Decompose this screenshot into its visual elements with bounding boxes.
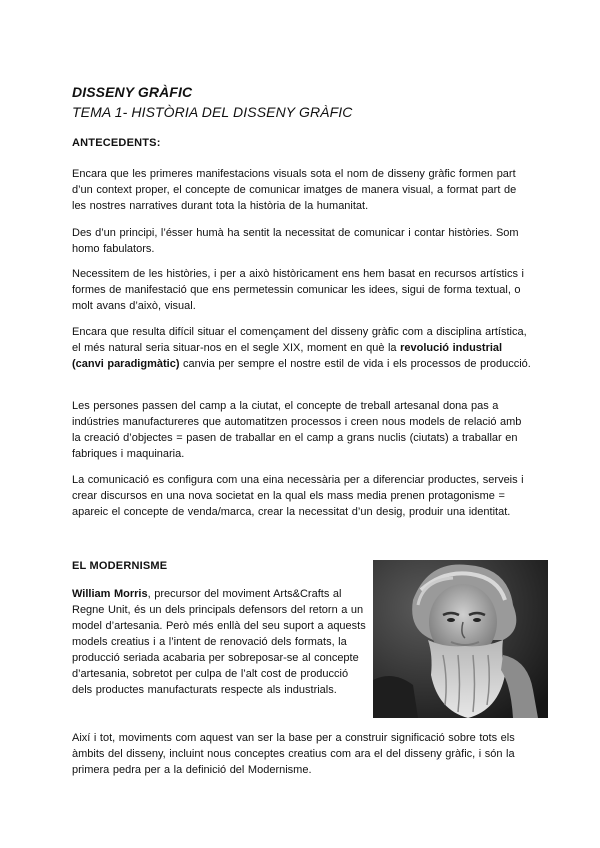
paragraph: La comunicació es configura com una eina necessària per a diferenciar productes, serveis i crear discursos en una nova societat en la qual els mass media prenen protagonisme = apareic el concepte de venda/marca, crear la necessitat d’un desig, produir una identitat. (72, 474, 524, 518)
paragraph (72, 324, 532, 372)
paragraph-text: Encara que resulta difícil situar el començament del disseny gràfic com a disciplina artística, el més natural seria situar-nos en el segle XIX, moment en què la (72, 326, 527, 354)
paragraph-text: canvia per sempre el nostre estil de vida i els processos de producció. (179, 358, 531, 370)
section-heading-modernisme: EL MODERNISME (72, 560, 168, 572)
portrait-photo (373, 560, 548, 718)
paragraph: Així i tot, moviments com aquest van ser la base per a construir significació sobre tots els àmbits del disseny, incluint nous conceptes creatius com ara el del disseny gràfic, i són la primera pedra per a la definició del Modernisme. (72, 732, 515, 776)
document-subtitle: TEMA 1- HISTÒRIA DEL DISSENY GRÀFIC (72, 104, 353, 120)
paragraph: Encara que les primeres manifestacions visuals sota el nom de disseny gràfic formen part d’un context proper, el concepte de comunicar imatges de manera visual, a format part de les nostres narratives durant tota la història de la humanitat. (72, 168, 517, 212)
paragraph (72, 586, 370, 698)
paragraph: Les persones passen del camp a la ciutat, el concepte de treball artesanal dona pas a indústries manufactureres que automatitzen processos i creen nous models de relació amb la creació d’objectes = pasen de traballar en el camp a grans nuclis (ciutats) a traballar en fabriques i maquinaria. (72, 400, 522, 460)
paragraph-text: , precursor del moviment Arts&Crafts al Regne Unit, és un dels principals defensors del retorn a un model d’artesania. Però més enllà del seu suport a aquests models creatius i a l’intent de renovació dels formats, la producció seriada acabaria per sobreposar-se al concepte d’artesania, sobretot per culpa de l’alt cost de producció dels productes manufacturats respecte als industrials. (72, 588, 366, 696)
emphasis-text: revolució industrial (canvi paradigmàtic) (72, 342, 503, 370)
paragraph: Necessitem de les històries, i per a això històricament ens hem basat en recursos artístics i formes de manifestació que ens permetessin comunicar les idees, sigui de forma textual, o molt avans d’això, visual. (72, 268, 524, 312)
portrait-illustration (373, 560, 548, 718)
paragraph: Des d’un principi, l’ésser humà ha sentit la necessitat de comunicar i contar històries. Som homo fabulators. (72, 227, 519, 255)
document-title: DISSENY GRÀFIC (72, 84, 193, 100)
section-heading-antecedents: ANTECEDENTS: (72, 137, 161, 149)
emphasis-text: William Morris (72, 588, 148, 600)
